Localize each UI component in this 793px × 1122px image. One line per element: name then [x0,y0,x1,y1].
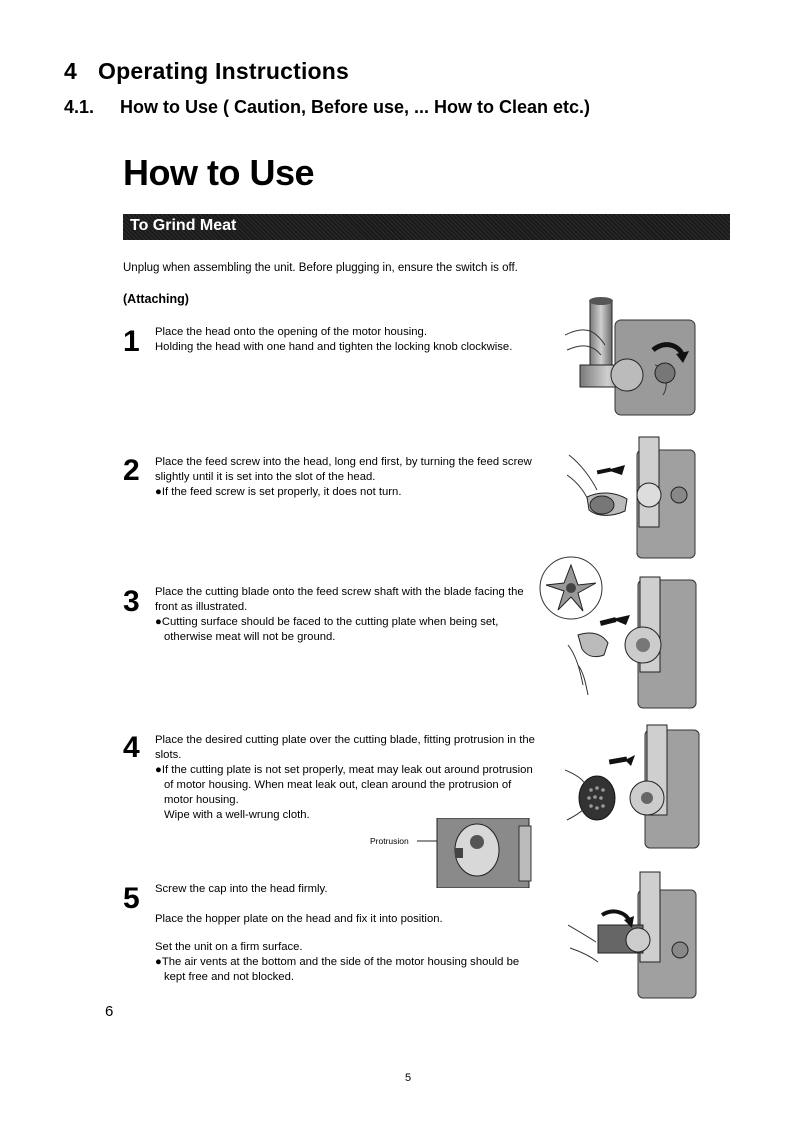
bullet-icon: ● [155,764,162,776]
step-bullet: ●The air vents at the bottom and the side of the motor housing should be kept free and not blocked. [155,956,520,983]
illustration-cutting-blade [538,555,698,710]
section-heading [64,58,349,85]
banner-label: To Grind Meat [130,217,237,234]
attaching-label: (Attaching) [123,292,189,306]
step-line: Holding the head with one hand and tighten the locking knob clockwise. [155,341,513,353]
illustration-feed-screw [567,435,697,560]
bullet-icon: ● [155,616,162,628]
step-line: Place the cutting blade onto the feed screw shaft with the blade facing the front as illustrated. [155,586,524,613]
section-number: 4 [64,58,77,84]
step-text [155,455,540,500]
protrusion-callout: Protrusion [370,836,409,846]
illustration-protrusion [415,818,533,888]
step-text [155,882,540,985]
section-title: Operating Instructions [98,58,350,84]
step-line: Place the head onto the opening of the motor housing. [155,326,427,338]
subsection-heading [64,97,590,118]
step-number: 1 [123,325,140,358]
step-line: Screw the cap into the head firmly. [155,883,328,895]
subsection-title: How to Use ( Caution, Before use, ... How to Clean etc.) [120,97,591,117]
step-bullet: ●If the cutting plate is not set properly, meat may leak out around protrusion of motor housing. When meat leak out, clean around the protrusion of motor housing. Wipe with a well-wrung cloth. [155,764,533,821]
step-text [155,733,540,823]
intro-text: Unplug when assembling the unit. Before plugging in, ensure the switch is off. [123,262,518,274]
illustration-attach-head [565,295,700,420]
step-line: Place the feed screw into the head, long end first, by turning the feed screw slightly until it is set into the slot of the head. [155,456,532,483]
step-bullet: ●Cutting surface should be faced to the cutting plate when being set, otherwise meat will not be ground. [155,616,499,643]
illustration-cap [568,870,698,1000]
step-line: Place the hopper plate on the head and fix it into position. [155,913,443,925]
step-line: Set the unit on a firm surface. [155,941,303,953]
step-text [155,585,540,645]
step-number: 3 [123,585,140,618]
step-text [155,325,540,355]
page-title: How to Use [123,152,315,193]
step-number: 4 [123,731,140,764]
step-number: 2 [123,454,140,487]
illustration-cutting-plate [565,720,700,850]
step-bullet: ●If the feed screw is set properly, it does not turn. [155,486,402,498]
section-banner [123,214,730,240]
step-number: 5 [123,882,140,915]
bullet-icon: ● [155,486,162,498]
step-line: Place the desired cutting plate over the cutting blade, fitting protrusion in the slots. [155,734,535,761]
subsection-number: 4.1. [64,97,95,117]
page-number: 5 [405,1072,412,1084]
inner-page-number: 6 [105,1003,114,1020]
bullet-icon: ● [155,956,162,968]
